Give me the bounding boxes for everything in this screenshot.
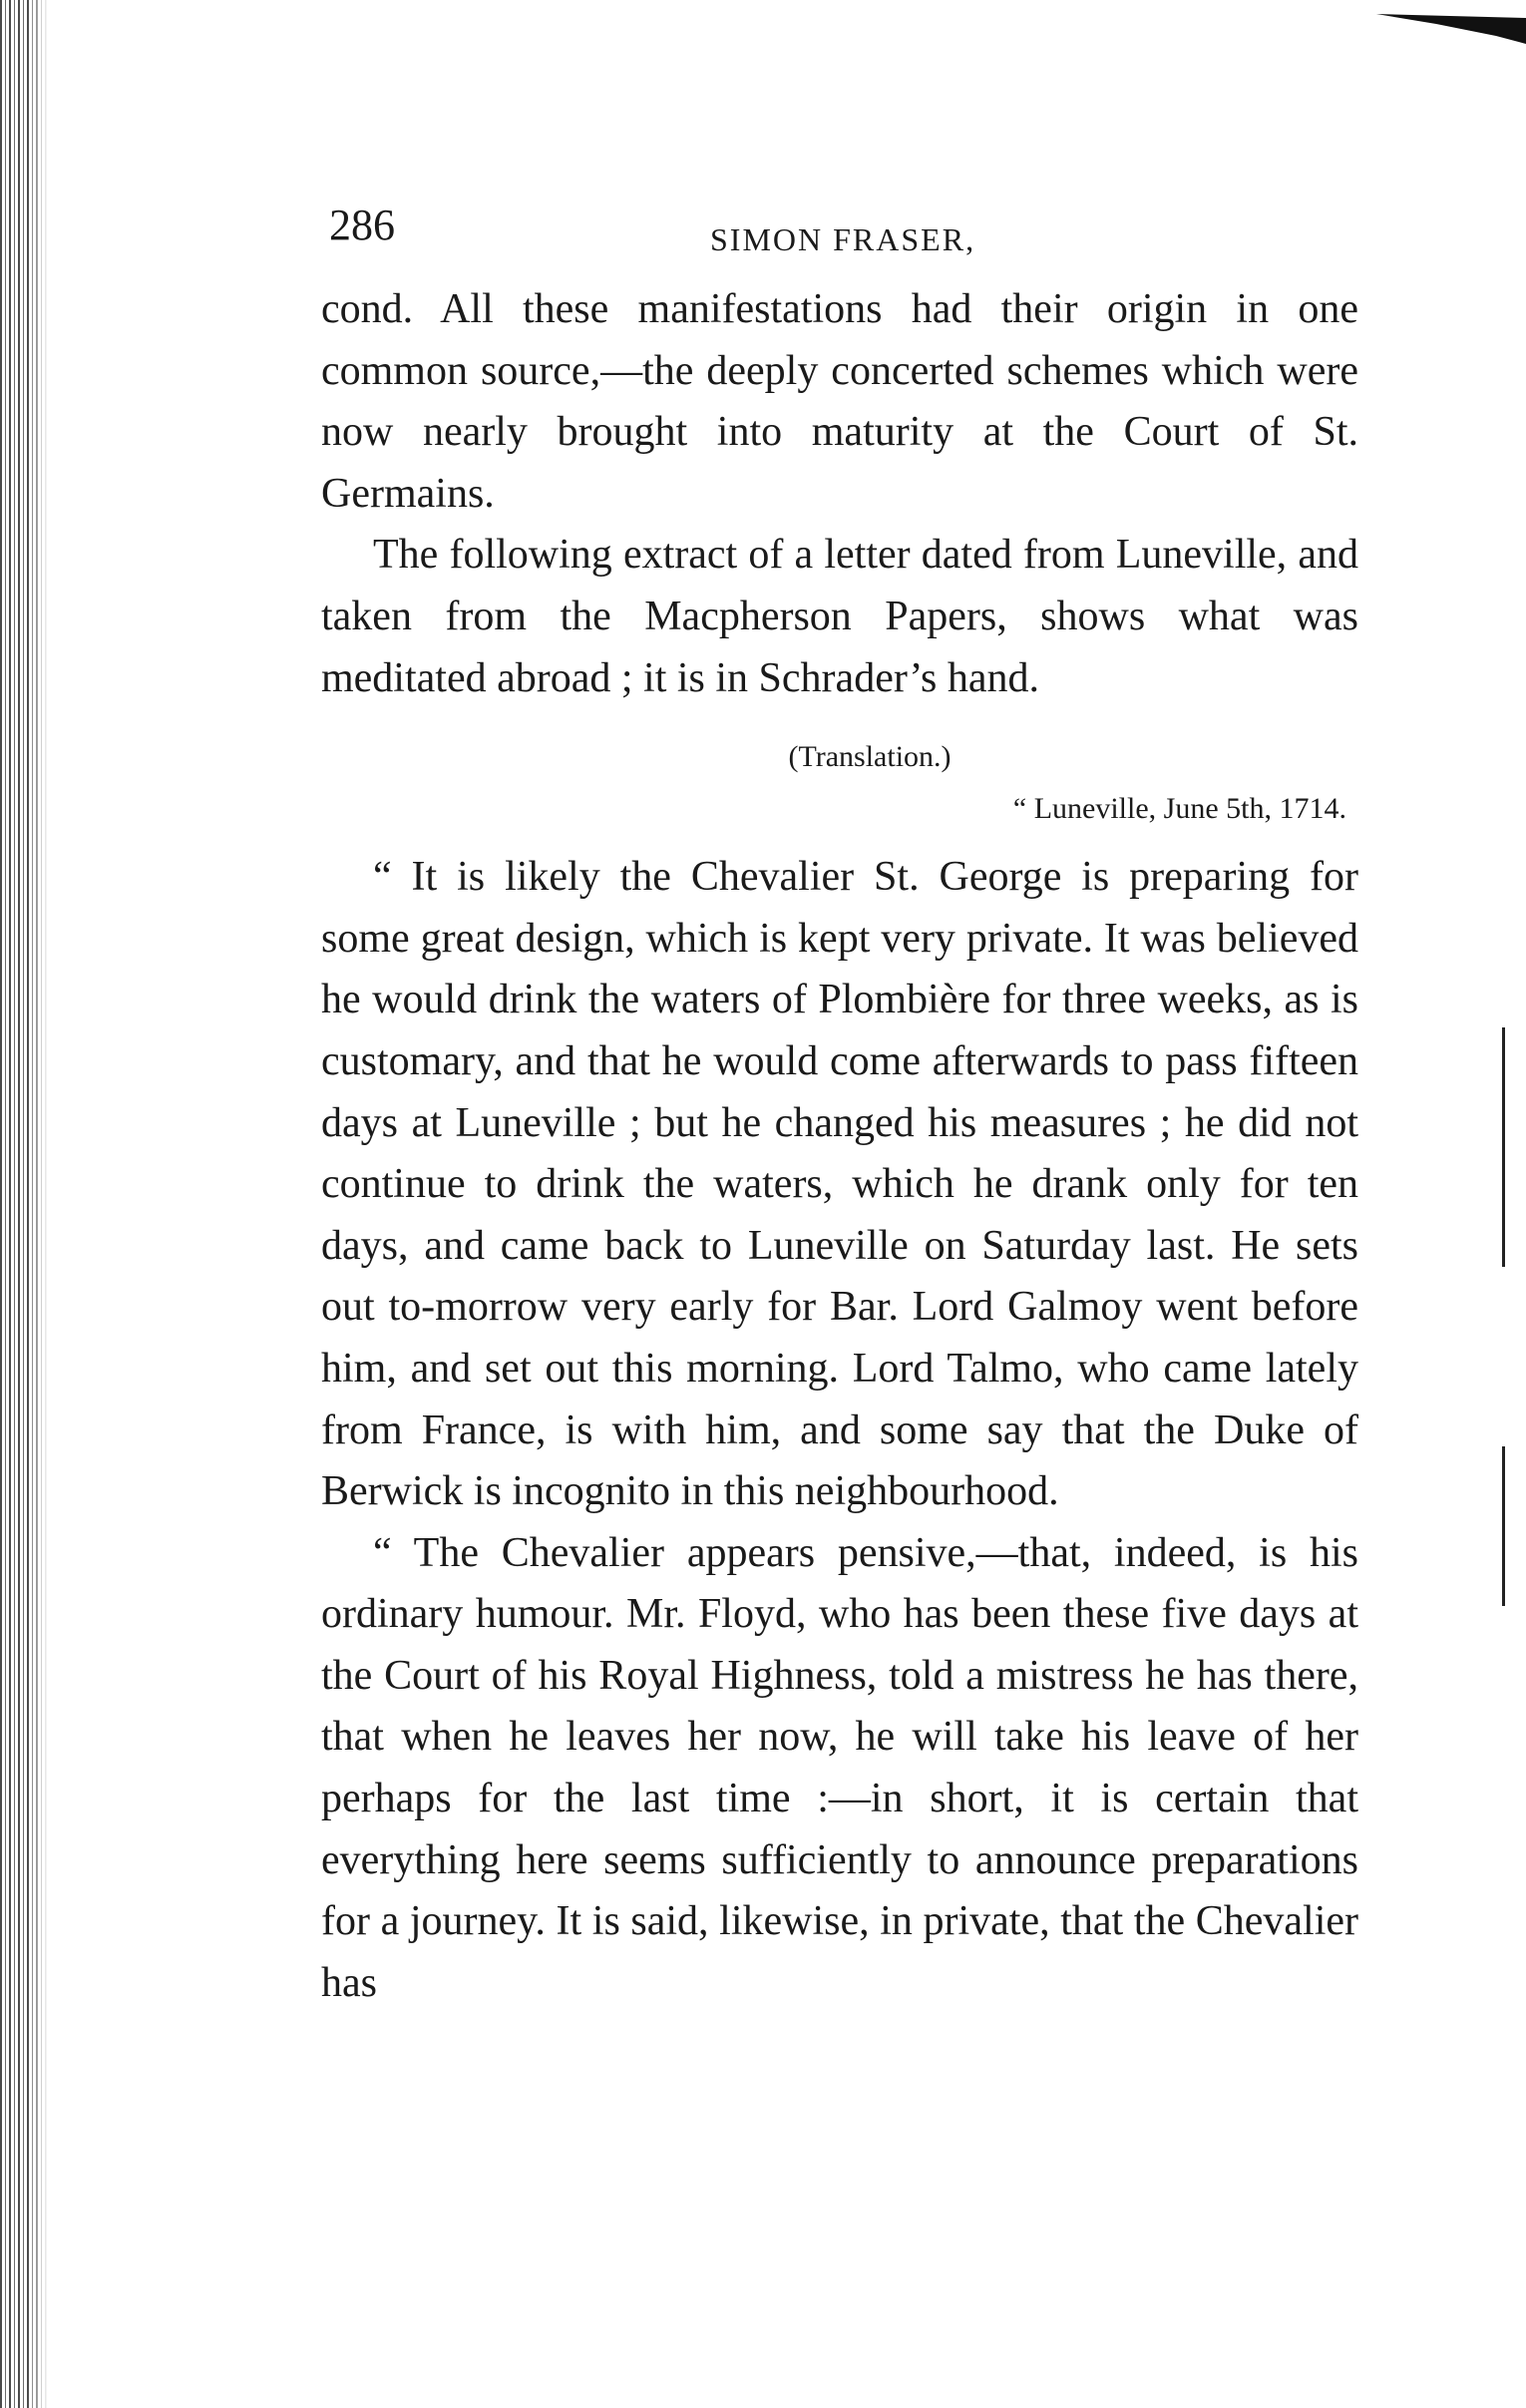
running-head (321, 200, 1358, 279)
translation-note: (Translation.) (788, 740, 952, 774)
body-text (321, 279, 1358, 2014)
paragraph-1: cond. All these manifestations had their origin in one common source,—the deeply concerted schemes which were now nearly brought into maturity at the Court of St. Germains. (321, 286, 1358, 517)
paragraph-3: “ It is likely the Chevalier St. George is preparing for some great design, which is kept very private. It was believed he would drink the waters of Plombière for three weeks, as is customary, and that he would come afterwards to pass fifteen days at Luneville ; but he changed his measures ; he did not continue to drink the waters, which he drank only for ten days, and came back to Luneville on Saturday last. He sets out to-morrow very early for Bar. Lord Galmoy went before him, and set out this morning. Lord Talmo, who came lately from France, is with him, and some say that the Duke of Berwick is incognito in this neighbourhood. (321, 854, 1358, 1515)
running-title: SIMON FRASER, (710, 221, 976, 257)
paragraph-4: “ The Chevalier appears pensive,—that, indeed, is his ordinary humour. Mr. Floyd, who has been these five days at the Court of his Royal Highness, told a mistress he has there, that when he leaves her now, he will take his leave of her perhaps for the last time :—in short, it is certain that everything here seems sufficiently to announce preparations for a journey. It is said, likewise, in private, that the Chevalier has (321, 1529, 1358, 2006)
right-edge-line-2 (1502, 1446, 1505, 1606)
corner-scan-mark (1376, 8, 1526, 48)
right-edge-line-1 (1502, 1027, 1505, 1267)
book-page (321, 200, 1358, 2014)
paragraph-2: The following extract of a letter dated from Luneville, and taken from the Macpherson Papers, shows what was meditated abroad ; it is in Schrader’s hand. (321, 532, 1358, 701)
gutter-fade (28, 0, 48, 2408)
letter-dateline: “ Luneville, June 5th, 1714. (1012, 792, 1346, 826)
page-number: 286 (329, 201, 395, 249)
